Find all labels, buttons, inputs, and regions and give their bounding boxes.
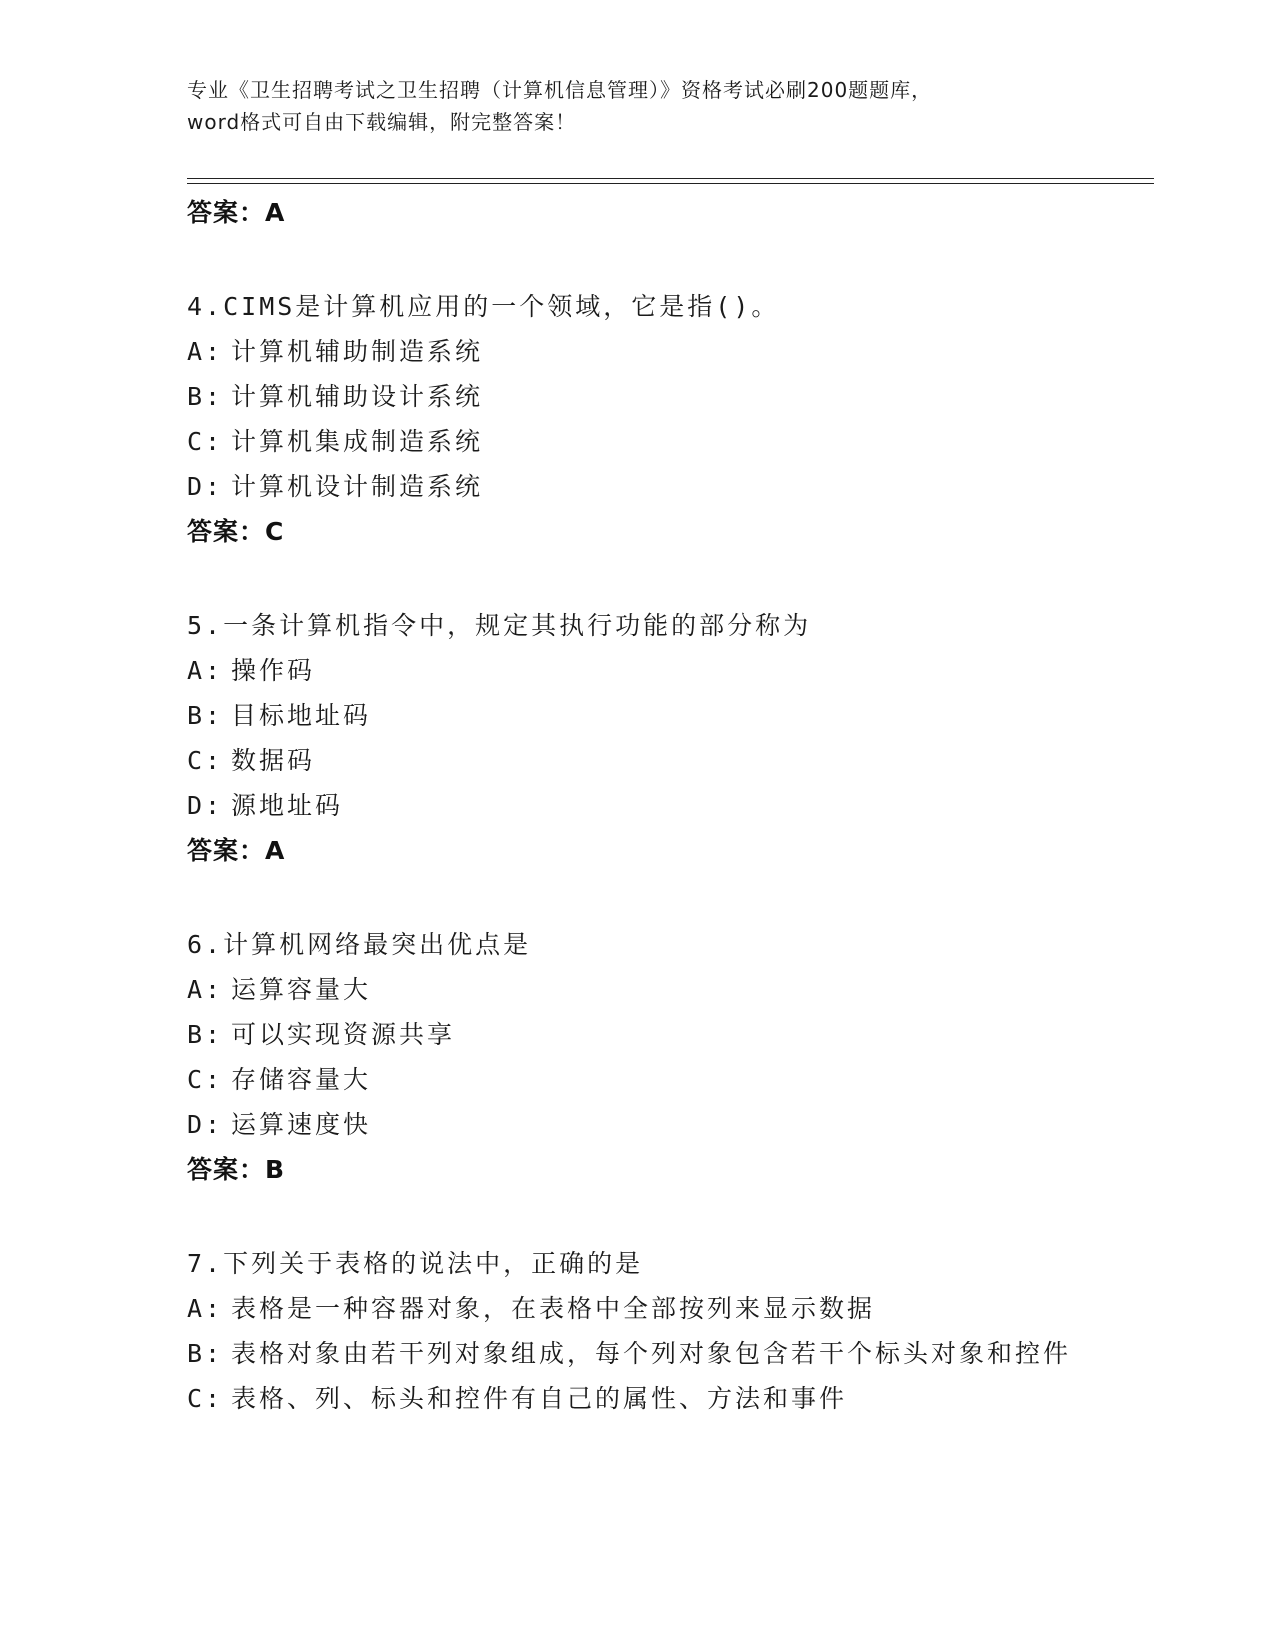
option-letter: A: xyxy=(187,975,224,1004)
option-letter: A: xyxy=(187,337,224,366)
option-text: 存储容量大 xyxy=(231,1065,372,1094)
option-letter: D: xyxy=(187,1110,224,1139)
option-letter: C: xyxy=(187,1065,224,1094)
option-d xyxy=(187,783,1087,828)
option-letter: B: xyxy=(187,1020,224,1049)
option-a xyxy=(187,329,1087,374)
option-letter: D: xyxy=(187,791,224,820)
option-letter: A: xyxy=(187,1294,224,1323)
option-b xyxy=(187,693,1087,738)
option-letter: A: xyxy=(187,656,224,685)
option-text: 运算速度快 xyxy=(231,1110,372,1139)
header-rule-bottom xyxy=(187,183,1154,184)
option-b xyxy=(187,374,1087,419)
question-6 xyxy=(187,922,1087,1193)
document-body xyxy=(187,190,1087,1421)
header-title-line-2: word格式可自由下载编辑，附完整答案！ xyxy=(187,110,577,134)
question-stem: 7.下列关于表格的说法中，正确的是 xyxy=(187,1249,644,1278)
question-stem: 5.一条计算机指令中，规定其执行功能的部分称为 xyxy=(187,611,812,640)
question-4 xyxy=(187,284,1087,555)
option-text: 计算机辅助设计系统 xyxy=(231,382,484,411)
question-7 xyxy=(187,1241,1087,1421)
option-c xyxy=(187,1376,1087,1421)
option-letter: C: xyxy=(187,746,224,775)
option-letter: C: xyxy=(187,1384,224,1413)
question-stem: 6.计算机网络最突出优点是 xyxy=(187,930,532,959)
document-header xyxy=(187,74,1087,138)
option-text: 计算机辅助制造系统 xyxy=(231,337,484,366)
option-letter: D: xyxy=(187,472,224,501)
question-stem: 4.CIMS是计算机应用的一个领域，它是指()。 xyxy=(187,292,780,321)
option-text: 计算机集成制造系统 xyxy=(231,427,484,456)
option-text: 表格、列、标头和控件有自己的属性、方法和事件 xyxy=(231,1384,848,1413)
option-letter: B: xyxy=(187,701,224,730)
header-rule-top xyxy=(187,178,1154,179)
answer-q5: 答案：A xyxy=(187,836,286,865)
option-text: 可以实现资源共享 xyxy=(231,1020,456,1049)
option-b xyxy=(187,1331,1087,1376)
option-text: 目标地址码 xyxy=(231,701,372,730)
option-c xyxy=(187,1057,1087,1102)
option-letter: B: xyxy=(187,1339,224,1368)
option-a xyxy=(187,967,1087,1012)
option-letter: C: xyxy=(187,427,224,456)
option-text: 表格是一种容器对象，在表格中全部按列来显示数据 xyxy=(231,1294,876,1323)
header-title-line-1: 专业《卫生招聘考试之卫生招聘（计算机信息管理）》资格考试必刷200题题库， xyxy=(187,78,933,102)
option-a xyxy=(187,1286,1087,1331)
option-text: 操作码 xyxy=(231,656,316,685)
option-c xyxy=(187,738,1087,783)
answer-q4: 答案：C xyxy=(187,517,285,546)
option-d xyxy=(187,1102,1087,1147)
option-c xyxy=(187,419,1087,464)
question-5 xyxy=(187,603,1087,874)
option-b xyxy=(187,1012,1087,1057)
option-text: 数据码 xyxy=(231,746,316,775)
option-text: 表格对象由若干列对象组成，每个列对象包含若干个标头对象和控件 xyxy=(231,1339,1072,1368)
answer-q6: 答案：B xyxy=(187,1155,286,1184)
option-a xyxy=(187,648,1087,693)
option-d xyxy=(187,464,1087,509)
answer-q3: 答案：A xyxy=(187,198,286,227)
option-letter: B: xyxy=(187,382,224,411)
option-text: 源地址码 xyxy=(231,791,344,820)
option-text: 计算机设计制造系统 xyxy=(231,472,484,501)
option-text: 运算容量大 xyxy=(231,975,372,1004)
